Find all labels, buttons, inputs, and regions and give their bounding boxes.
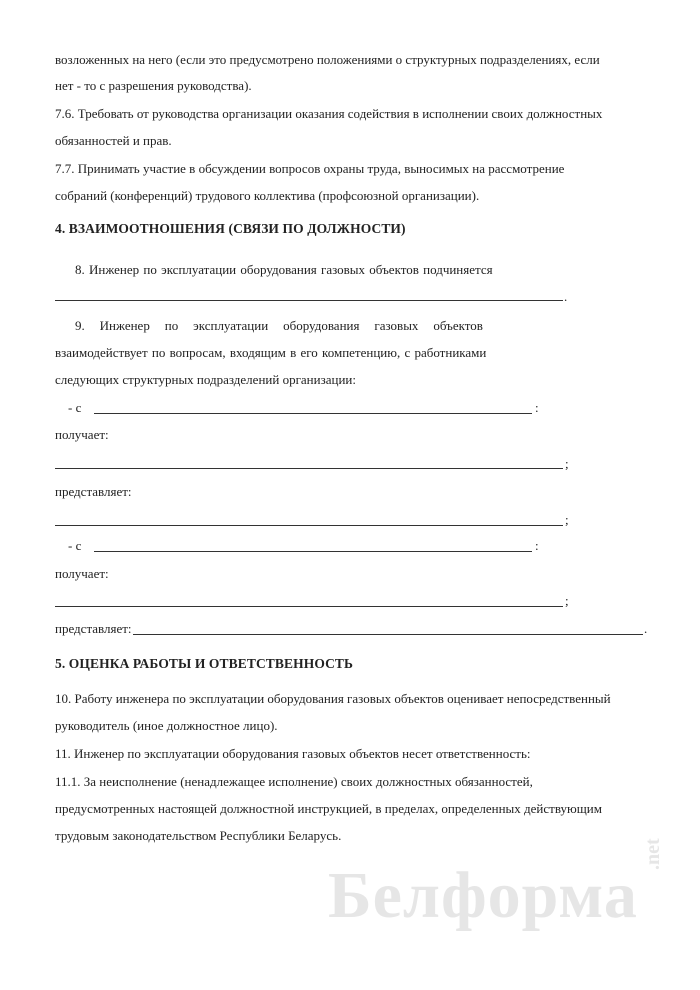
- paragraph-8: 8. Инженер по эксплуатации оборудования газовых объектов подчиняется: [75, 262, 493, 277]
- text-line: трудовым законодательством Республики Беларусь.: [55, 828, 342, 843]
- fill-line: [133, 634, 643, 635]
- text-line: возложенных на него (если это предусмотрено положениями о структурных подразделениях, если: [55, 52, 600, 67]
- receives-label: получает:: [55, 566, 109, 581]
- fill-line: [55, 300, 563, 301]
- paragraph-11-1: 11.1. За неисполнение (ненадлежащее исполнение) своих должностных обязанностей,: [55, 774, 533, 789]
- semicolon-mark: ;: [565, 456, 569, 471]
- text-line: нет - то с разрешения руководства).: [55, 78, 252, 93]
- text-line: обязанностей и прав.: [55, 133, 172, 148]
- fill-line: [55, 606, 563, 607]
- colon-mark: :: [535, 538, 539, 553]
- semicolon-mark: ;: [565, 593, 569, 608]
- belforma-watermark: [328, 838, 664, 934]
- text-line: собраний (конференций) трудового коллектива (профсоюзной организации).: [55, 188, 480, 203]
- watermark-text: Белформа: [328, 859, 638, 932]
- provides-label: представляет:: [55, 484, 132, 499]
- paragraph-7-6: 7.6. Требовать от руководства организации оказания содействия в исполнении своих должностных: [55, 106, 603, 121]
- paragraph-11: 11. Инженер по эксплуатации оборудования газовых объектов несет ответственность:: [55, 746, 531, 761]
- fill-line: [94, 413, 532, 414]
- semicolon-mark: ;: [565, 512, 569, 527]
- provides-label: представляет:: [55, 621, 132, 636]
- paragraph-10: 10. Работу инженера по эксплуатации оборудования газовых объектов оценивает непосредственный: [55, 691, 611, 706]
- watermark-suffix: .net: [642, 838, 664, 870]
- text-line: взаимодействует по вопросам, входящим в его компетенцию, с работниками: [55, 345, 487, 360]
- section-4-heading: 4. ВЗАИМООТНОШЕНИЯ (СВЯЗИ ПО ДОЛЖНОСТИ): [55, 221, 406, 236]
- with-label: - с: [68, 538, 82, 553]
- paragraph-9-line-1: 9. Инженер по эксплуатации оборудования газовых объектов: [75, 318, 483, 333]
- period-mark: .: [564, 289, 568, 304]
- colon-mark: :: [535, 400, 539, 415]
- fill-line: [55, 525, 563, 526]
- paragraph-7-7: 7.7. Принимать участие в обсуждении вопросов охраны труда, выносимых на рассмотрение: [55, 161, 565, 176]
- fill-line: [94, 551, 532, 552]
- receives-label: получает:: [55, 427, 109, 442]
- text-line: руководитель (иное должностное лицо).: [55, 718, 278, 733]
- period-mark: .: [644, 621, 648, 636]
- text-line: предусмотренных настоящей должностной инструкцией, в пределах, определенных действующим: [55, 801, 602, 816]
- text-line: следующих структурных подразделений организации:: [55, 372, 356, 387]
- fill-line: [55, 468, 563, 469]
- section-5-heading: 5. ОЦЕНКА РАБОТЫ И ОТВЕТСТВЕННОСТЬ: [55, 656, 354, 671]
- with-label: - с: [68, 400, 82, 415]
